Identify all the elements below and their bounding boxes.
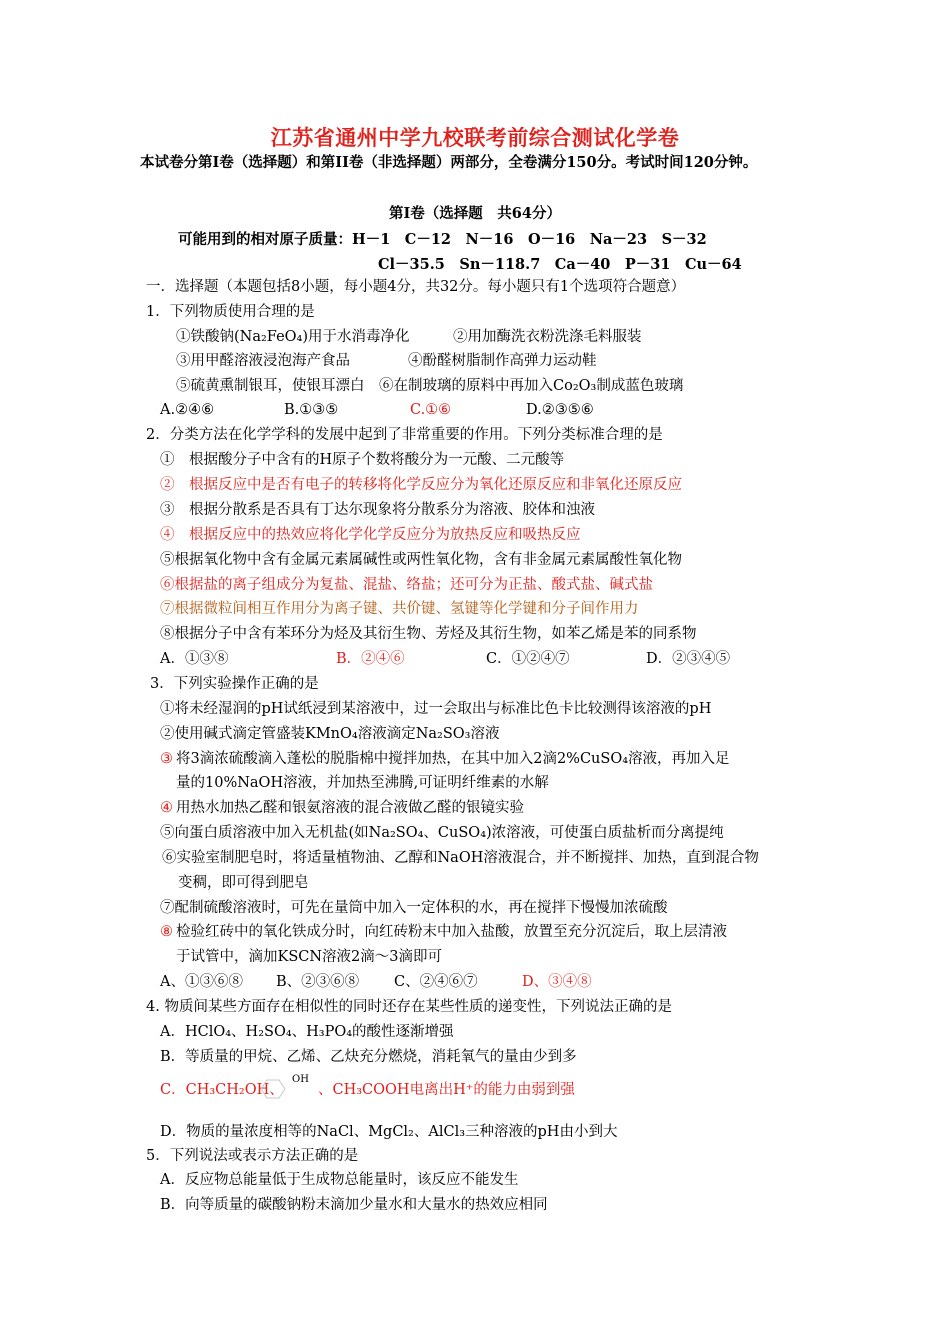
q2-option-b: B．②④⑥	[336, 651, 405, 667]
q3-option-d: D、③④⑧	[522, 974, 592, 990]
q1-line-2: ③用甲醛溶液浸泡海产食品 ④酚醛树脂制作高弹力运动鞋	[176, 353, 597, 369]
q3-line-6: ⑥实验室制肥皂时，将适量植物油、乙醇和NaOH溶液混合，并不断搅拌、加热，直到混合物	[162, 850, 759, 866]
q5-option-a: A．反应物总能量低于生成物总能量时，该反应不能发生	[160, 1172, 519, 1188]
section-heading: 一．选择题（本题包括8小题，每小题4分，共32分。每小题只有1个选项符合题意）	[146, 279, 686, 295]
q3-line-3-marker: ③	[160, 751, 173, 767]
q5-option-b: B．向等质量的碳酸钠粉末滴加少量水和大量水的热效应相同	[160, 1197, 548, 1213]
q4-stem: 4. 物质间某些方面存在相似性的同时还存在某些性质的递变性，下列说法正确的是	[146, 999, 672, 1015]
exam-title: 江苏省通州中学九校联考前综合测试化学卷	[270, 125, 680, 150]
q1-option-a: A.②④⑥	[160, 402, 215, 418]
q3-line-8-cont: 于试管中，滴加KSCN溶液2滴～3滴即可	[176, 949, 442, 965]
q2-line-7: ⑦根据微粒间相互作用分为离子键、共价键、氢键等化学键和分子间作用力	[160, 601, 639, 617]
q2-option-d: D．②③④⑤	[646, 651, 731, 667]
q2-option-c: C．①②④⑦	[486, 651, 570, 667]
q2-option-a: A．①③⑧	[160, 651, 229, 667]
q2-stem: 2．分类方法在化学学科的发展中起到了非常重要的作用。下列分类标准合理的是	[146, 427, 663, 443]
atomic-mass-line-1: 可能用到的相对原子质量：H－1 C－12 N－16 O－16 Na－23 S－32	[178, 231, 707, 248]
phenol-ring-icon	[260, 1078, 286, 1100]
q3-stem: 3．下列实验操作正确的是	[150, 676, 319, 692]
q3-line-4-marker: ④	[160, 800, 173, 816]
q2-line-3: ③ 根据分散系是否具有丁达尔现象将分散系分为溶液、胶体和浊液	[160, 502, 595, 518]
q3-line-3-cont: 量的10%NaOH溶液，并加热至沸腾,可证明纤维素的水解	[176, 775, 549, 791]
q3-line-8: 检验红砖中的氧化铁成分时，向红砖粉末中加入盐酸，放置至充分沉淀后，取上层清液	[176, 924, 727, 940]
q3-option-a: A、①③⑥⑧	[160, 974, 243, 990]
q2-line-5: ⑤根据氧化物中含有金属元素属碱性或两性氧化物，含有非金属元素属酸性氧化物	[160, 552, 682, 568]
q3-line-2: ②使用碱式滴定管盛装KMnO₄溶液滴定Na₂SO₃溶液	[160, 726, 500, 742]
q4-option-b: B．等质量的甲烷、乙烯、乙炔充分燃烧，消耗氧气的量由少到多	[160, 1049, 577, 1065]
q1-line-3: ⑤硫黄熏制银耳，使银耳漂白 ⑥在制玻璃的原料中再加入Co₂O₃制成蓝色玻璃	[176, 378, 684, 394]
q3-line-3: 将3滴浓硫酸滴入蓬松的脱脂棉中搅拌加热，在其中加入2滴2%CuSO₄溶液，再加入足	[176, 751, 730, 767]
exam-intro: 本试卷分第Ⅰ卷（选择题）和第II卷（非选择题）两部分，全卷满分150分。考试时间120分钟。	[140, 154, 758, 171]
q3-line-1: ①将未经湿润的pH试纸浸到某溶液中，过一会取出与标准比色卡比较测得该溶液的pH	[160, 701, 712, 717]
q3-line-7: ⑦配制硫酸溶液时，可先在量筒中加入一定体积的水，再在搅拌下慢慢加浓硫酸	[160, 900, 668, 916]
part1-title: 第Ⅰ卷（选择题 共64分）	[389, 205, 561, 222]
q2-line-6: ⑥根据盐的离子组成分为复盐、混盐、络盐；还可分为正盐、酸式盐、碱式盐	[160, 577, 653, 593]
q4-option-c-part1: C．CH₃CH₂OH、	[160, 1082, 284, 1098]
q1-option-c: C.①⑥	[410, 402, 452, 418]
q4-option-c-part2: 、CH₃COOH电离出H⁺的能力由弱到强	[318, 1082, 575, 1098]
q2-line-2: ② 根据反应中是否有电子的转移将化学反应分为氧化还原反应和非氧化还原反应	[160, 477, 682, 493]
q4-option-d: D．物质的量浓度相等的NaCl、MgCl₂、AlCl₃三种溶液的pH由小到大	[160, 1124, 618, 1140]
q1-stem: 1．下列物质使用合理的是	[146, 304, 315, 320]
q4-option-a: A．HClO₄、H₂SO₄、H₃PO₄的酸性逐渐增强	[160, 1024, 454, 1040]
q1-option-b: B.①③⑤	[284, 402, 339, 418]
q3-option-c: C、②④⑥⑦	[394, 974, 478, 990]
q3-line-4: 用热水加热乙醛和银氨溶液的混合液做乙醛的银镜实验	[176, 800, 524, 816]
q3-option-b: B、②③⑥⑧	[276, 974, 360, 990]
q2-line-8: ⑧根据分子中含有苯环分为烃及其衍生物、芳烃及其衍生物，如苯乙烯是苯的同系物	[160, 626, 697, 642]
phenol-oh-label: OH	[292, 1074, 309, 1085]
q3-line-8-marker: ⑧	[160, 924, 173, 940]
q2-line-1: ① 根据酸分子中含有的H原子个数将酸分为一元酸、二元酸等	[160, 452, 565, 468]
atomic-mass-line-2: Cl－35.5 Sn－118.7 Ca－40 P－31 Cu－64	[378, 256, 742, 273]
q1-line-1: ①铁酸钠(Na₂FeO₄)用于水消毒净化 ②用加酶洗衣粉洗涤毛料服装	[176, 329, 642, 345]
q3-line-6-cont: 变稠，即可得到肥皂	[178, 875, 309, 891]
q5-stem: 5．下列说法或表示方法正确的是	[146, 1148, 359, 1164]
q3-line-5: ⑤向蛋白质溶液中加入无机盐(如Na₂SO₄、CuSO₄)浓溶液，可使蛋白质盐析而分离提纯	[160, 825, 724, 841]
q2-line-4: ④ 根据反应中的热效应将化学化学反应分为放热反应和吸热反应	[160, 527, 581, 543]
q1-option-d: D.②③⑤⑥	[526, 402, 594, 418]
